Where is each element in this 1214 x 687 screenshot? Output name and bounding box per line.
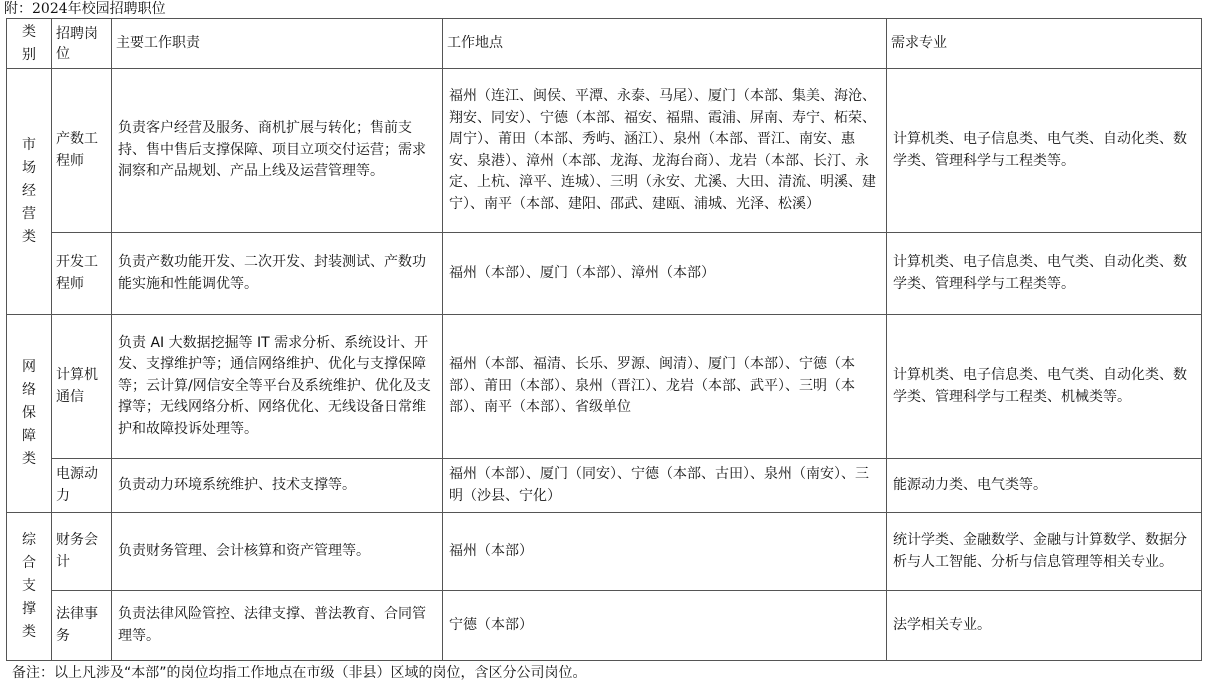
category-cell: 市场经营类 xyxy=(7,69,52,315)
header-location: 工作地点 xyxy=(443,19,887,69)
position-cell: 计算机通信 xyxy=(52,315,112,459)
duties-cell: 负责产数功能开发、二次开发、封装测试、产数功能实施和性能调优等。 xyxy=(112,233,443,315)
table-header-row xyxy=(7,19,1202,69)
major-cell: 法学相关专业。 xyxy=(887,591,1202,661)
major-cell: 能源动力类、电气类等。 xyxy=(887,459,1202,513)
location-cell: 福州（本部） xyxy=(443,513,887,591)
duties-cell: 负责动力环境系统维护、技术支撑等。 xyxy=(112,459,443,513)
duties-cell: 负责客户经营及服务、商机扩展与转化；售前支持、售中售后支撑保障、项目立项交付运营；需求洞察和产品规划、产品上线及运营管理等。 xyxy=(112,69,443,233)
category-cell: 网络保障类 xyxy=(7,315,52,513)
table-row xyxy=(7,591,1202,661)
location-cell: 宁德（本部） xyxy=(443,591,887,661)
table-row xyxy=(7,459,1202,513)
position-cell: 电源动力 xyxy=(52,459,112,513)
table-row xyxy=(7,233,1202,315)
page-heading: 附：2024年校园招聘职位 xyxy=(4,1,166,17)
major-cell: 计算机类、电子信息类、电气类、自动化类、数学类、管理科学与工程类、机械类等。 xyxy=(887,315,1202,459)
location-cell: 福州（连江、闽侯、平潭、永泰、马尾）、厦门（本部、集美、海沧、翔安、同安）、宁德（本部、福安、福鼎、霞浦、屏南、寿宁、柘荣、周宁）、莆田（本部、秀屿、涵江）、泉州（本部、晋江、南安、惠安、泉港）、漳州（本部、龙海、龙海台商）、龙岩（本部、长汀、永定、上杭、漳平、连城）、三明（永安、尤溪、大田、清流、明溪、建宁）、南平（本部、建阳、邵武、建瓯、浦城、光泽、松溪） xyxy=(443,69,887,233)
location-cell: 福州（本部）、厦门（同安）、宁德（本部、古田）、泉州（南安）、三明（沙县、宁化） xyxy=(443,459,887,513)
table-row xyxy=(7,315,1202,459)
header-duties: 主要工作职责 xyxy=(112,19,443,69)
position-cell: 产数工程师 xyxy=(52,69,112,233)
duties-cell: 负责 AI 大数据挖掘等 IT 需求分析、系统设计、开发、支撑维护等；通信网络维护、优化与支撑保障等；云计算/网信安全等平台及系统维护、优化及支撑等；无线网络分析、网络优化、无线设备日常维护和故障投诉处理等。 xyxy=(112,315,443,459)
duties-cell: 负责法律风险管控、法律支撑、普法教育、合同管理等。 xyxy=(112,591,443,661)
header-position: 招聘岗位 xyxy=(52,19,112,69)
position-cell: 开发工程师 xyxy=(52,233,112,315)
major-cell: 计算机类、电子信息类、电气类、自动化类、数学类、管理科学与工程类等。 xyxy=(887,233,1202,315)
footnote: 备注：以上凡涉及“本部”的岗位均指工作地点在市级（非县）区域的岗位，含区分公司岗位。 xyxy=(12,665,587,681)
table-row xyxy=(7,69,1202,233)
major-cell: 统计学类、金融数学、金融与计算数学、数据分析与人工智能、分析与信息管理等相关专业。 xyxy=(887,513,1202,591)
recruitment-table xyxy=(6,18,1202,661)
duties-cell: 负责财务管理、会计核算和资产管理等。 xyxy=(112,513,443,591)
location-cell: 福州（本部）、厦门（本部）、漳州（本部） xyxy=(443,233,887,315)
category-cell: 综合支撑类 xyxy=(7,513,52,661)
header-major: 需求专业 xyxy=(887,19,1202,69)
header-category: 类别 xyxy=(7,19,52,69)
position-cell: 财务会计 xyxy=(52,513,112,591)
location-cell: 福州（本部、福清、长乐、罗源、闽清）、厦门（本部）、宁德（本部）、莆田（本部）、泉州（晋江）、龙岩（本部、武平）、三明（本部）、南平（本部）、省级单位 xyxy=(443,315,887,459)
table-row xyxy=(7,513,1202,591)
major-cell: 计算机类、电子信息类、电气类、自动化类、数学类、管理科学与工程类等。 xyxy=(887,69,1202,233)
position-cell: 法律事务 xyxy=(52,591,112,661)
